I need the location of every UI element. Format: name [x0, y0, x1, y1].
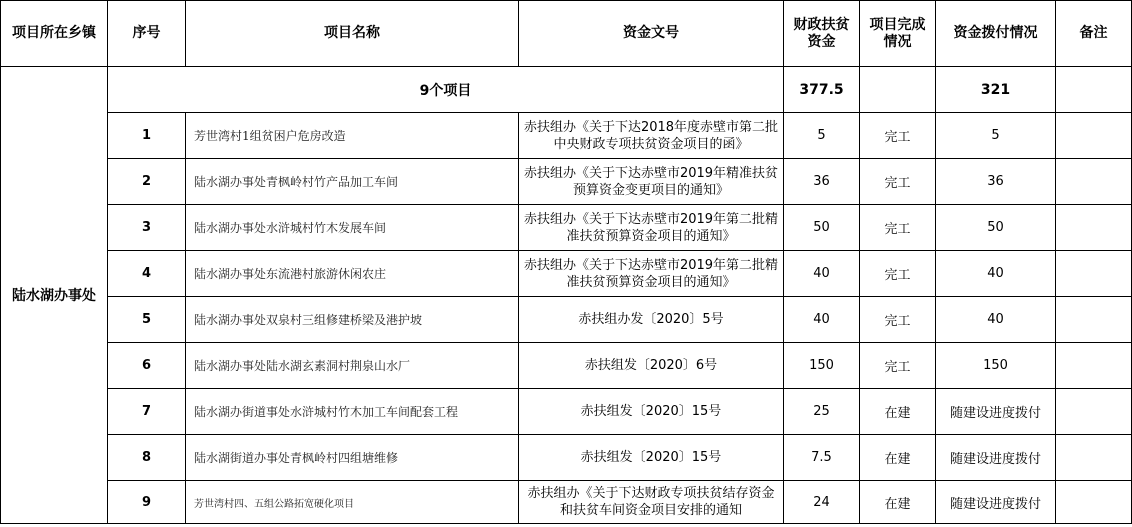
summary-label: 9个项目 [108, 67, 784, 113]
table-row [1, 113, 1132, 159]
header-doc: 资金文号 [519, 1, 784, 67]
row-remark [1056, 251, 1132, 297]
row-fund: 40 [784, 297, 860, 343]
row-index: 2 [108, 159, 186, 205]
row-allocated: 5 [936, 113, 1056, 159]
row-allocated: 随建设进度拨付 [936, 435, 1056, 481]
row-index: 6 [108, 343, 186, 389]
row-name: 芳世湾村四、五组公路拓宽硬化项目 [186, 481, 519, 524]
row-doc: 赤扶组发〔2020〕6号 [519, 343, 784, 389]
row-fund: 5 [784, 113, 860, 159]
table-row [1, 159, 1132, 205]
header-status: 项目完成情况 [860, 1, 936, 67]
town-cell: 陆水湖办事处 [1, 67, 108, 524]
row-doc: 赤扶组办《关于下达2018年度赤壁市第二批中央财政专项扶贫资金项目的函》 [519, 113, 784, 159]
row-status: 完工 [860, 343, 936, 389]
row-allocated: 36 [936, 159, 1056, 205]
table-row [1, 205, 1132, 251]
row-remark [1056, 159, 1132, 205]
row-name: 陆水湖办事处双泉村三组修建桥梁及港护坡 [186, 297, 519, 343]
row-doc: 赤扶组办《关于下达赤壁市2019年精准扶贫预算资金变更项目的通知》 [519, 159, 784, 205]
header-allocated: 资金拨付情况 [936, 1, 1056, 67]
row-fund: 40 [784, 251, 860, 297]
row-fund: 24 [784, 481, 860, 524]
row-status: 完工 [860, 251, 936, 297]
row-index: 5 [108, 297, 186, 343]
row-status: 在建 [860, 481, 936, 524]
row-fund: 150 [784, 343, 860, 389]
row-remark [1056, 205, 1132, 251]
row-index: 4 [108, 251, 186, 297]
summary-allocated: 321 [936, 67, 1056, 113]
table-row [1, 435, 1132, 481]
row-doc: 赤扶组办《关于下达赤壁市2019年第二批精准扶贫预算资金项目的通知》 [519, 205, 784, 251]
header-remark: 备注 [1056, 1, 1132, 67]
row-index: 1 [108, 113, 186, 159]
row-doc: 赤扶组发〔2020〕15号 [519, 389, 784, 435]
row-status: 完工 [860, 297, 936, 343]
row-name: 陆水湖街道办事处青枫岭村四组塘维修 [186, 435, 519, 481]
row-allocated: 40 [936, 251, 1056, 297]
row-status: 完工 [860, 159, 936, 205]
header-town: 项目所在乡镇 [1, 1, 108, 67]
summary-row [1, 67, 1132, 113]
table-row [1, 251, 1132, 297]
row-fund: 25 [784, 389, 860, 435]
table-row [1, 389, 1132, 435]
row-allocated: 40 [936, 297, 1056, 343]
row-remark [1056, 297, 1132, 343]
row-index: 3 [108, 205, 186, 251]
row-doc: 赤扶组办发〔2020〕5号 [519, 297, 784, 343]
row-fund: 50 [784, 205, 860, 251]
row-status: 在建 [860, 435, 936, 481]
table-row [1, 343, 1132, 389]
header-row [1, 1, 1132, 67]
row-remark [1056, 481, 1132, 524]
summary-remark [1056, 67, 1132, 113]
row-fund: 7.5 [784, 435, 860, 481]
header-fund: 财政扶贫资金 [784, 1, 860, 67]
row-index: 7 [108, 389, 186, 435]
row-status: 在建 [860, 389, 936, 435]
row-remark [1056, 343, 1132, 389]
row-allocated: 150 [936, 343, 1056, 389]
table-row [1, 297, 1132, 343]
row-allocated: 50 [936, 205, 1056, 251]
row-status: 完工 [860, 113, 936, 159]
row-doc: 赤扶组发〔2020〕15号 [519, 435, 784, 481]
row-name: 陆水湖办事处青枫岭村竹产品加工车间 [186, 159, 519, 205]
row-name: 芳世湾村1组贫困户危房改造 [186, 113, 519, 159]
row-name: 陆水湖办事处东流港村旅游休闲农庄 [186, 251, 519, 297]
row-allocated: 随建设进度拨付 [936, 389, 1056, 435]
row-doc: 赤扶组办《关于下达财政专项扶贫结存资金和扶贫车间资金项目安排的通知 [519, 481, 784, 524]
row-status: 完工 [860, 205, 936, 251]
row-allocated: 随建设进度拨付 [936, 481, 1056, 524]
summary-status [860, 67, 936, 113]
header-index: 序号 [108, 1, 186, 67]
row-name: 陆水湖办事处陆水湖玄素洞村荆泉山水厂 [186, 343, 519, 389]
row-remark [1056, 435, 1132, 481]
row-name: 陆水湖办事处水浒城村竹木发展车间 [186, 205, 519, 251]
row-remark [1056, 113, 1132, 159]
header-name: 项目名称 [186, 1, 519, 67]
row-name: 陆水湖办街道事处水浒城村竹木加工车间配套工程 [186, 389, 519, 435]
summary-fund: 377.5 [784, 67, 860, 113]
row-index: 8 [108, 435, 186, 481]
row-doc: 赤扶组办《关于下达赤壁市2019年第二批精准扶贫预算资金项目的通知》 [519, 251, 784, 297]
row-fund: 36 [784, 159, 860, 205]
row-index: 9 [108, 481, 186, 524]
row-remark [1056, 389, 1132, 435]
table-row [1, 481, 1132, 524]
